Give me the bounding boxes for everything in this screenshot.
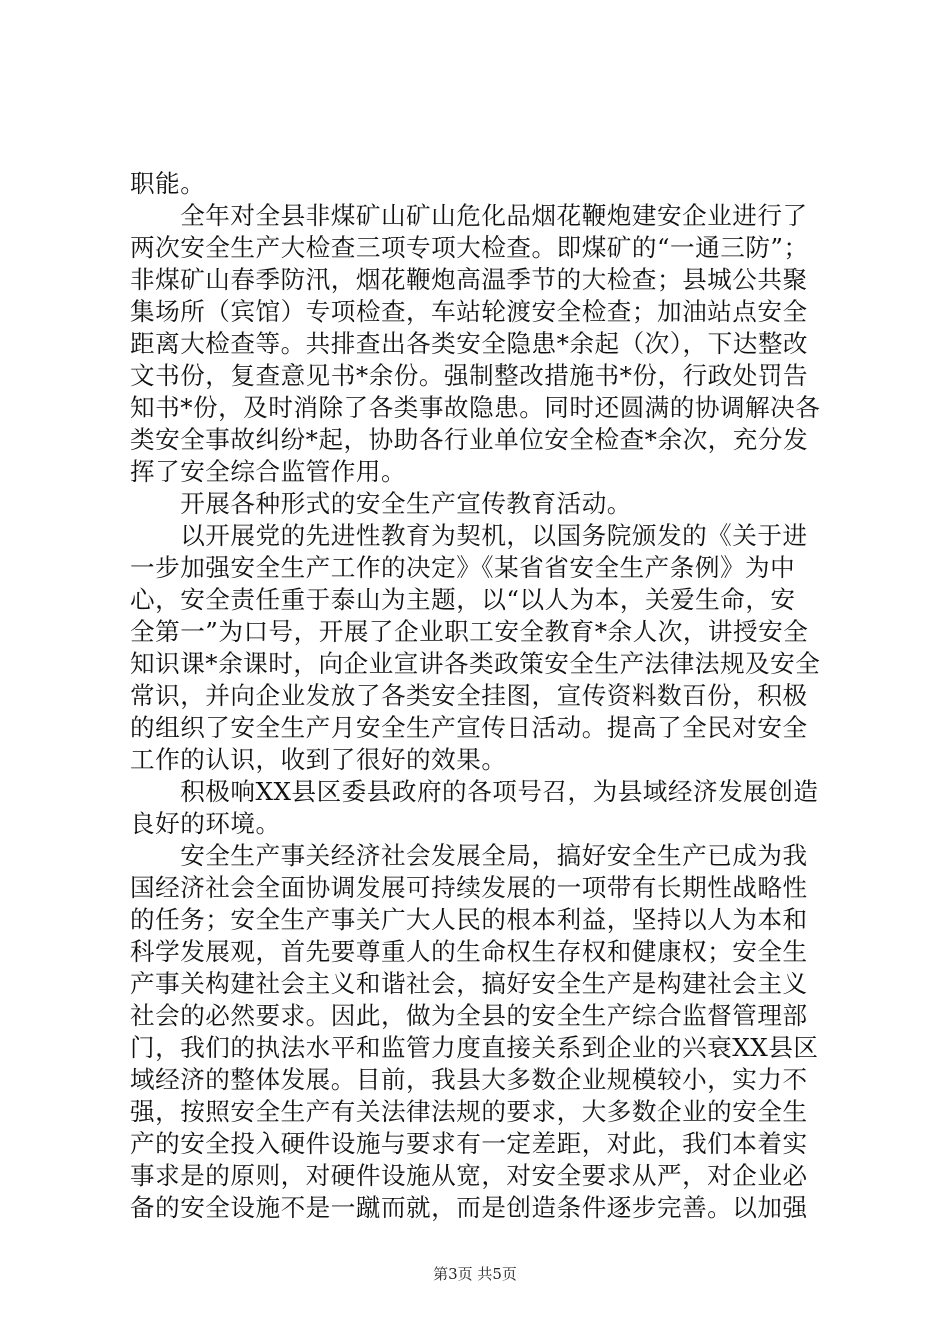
text-line: 门，我们的执法水平和监管力度直接关系到企业的兴衰XX县区: [130, 1033, 819, 1062]
text-line: 职能。: [130, 169, 206, 198]
text-line: 域经济的整体发展。目前，我县大多数企业规模较小，实力不: [130, 1065, 808, 1094]
text-line: 知识课*余课时，向企业宣讲各类政策安全生产法律法规及安全: [130, 649, 821, 678]
text-line: 开展各种形式的安全生产宣传教育活动。: [130, 489, 632, 518]
text-line: 良好的环境。: [130, 809, 281, 838]
text-line: 事求是的原则，对硬件设施从宽，对安全要求从严，对企业必: [130, 1161, 808, 1190]
text-line: 挥了安全综合监管作用。: [130, 457, 407, 486]
text-line: 集场所（宾馆）专项检查，车站轮渡安全检查；加油站点安全: [130, 297, 808, 326]
text-line: 类安全事故纠纷*起，协助各行业单位安全检查*余次，充分发: [130, 425, 809, 454]
page-footer: [0, 1264, 950, 1284]
text-line: 文书份，复查意见书*余份。强制整改措施书*份，行政处罚告: [130, 361, 809, 390]
text-line: 积极响XX县区委县政府的各项号召，为县域经济发展创造: [130, 777, 819, 806]
text-line: 全年对全县非煤矿山矿山危化品烟花鞭炮建安企业进行了: [130, 201, 808, 230]
text-line: 知书*份，及时消除了各类事故隐患。同时还圆满的协调解决各: [130, 393, 821, 422]
text-line: 常识，并向企业发放了各类安全挂图，宣传资料数百份，积极: [130, 681, 808, 710]
text-line: 全第一”为口号，开展了企业职工安全教育*余人次，讲授安全: [130, 617, 809, 646]
text-line: 一步加强安全生产工作的决定》《某省省安全生产条例》为中: [130, 553, 796, 582]
text-line: 距离大检查等。共排查出各类安全隐患*余起（次），下达整改: [130, 329, 809, 358]
text-line: 安全生产事关经济社会发展全局，搞好安全生产已成为我: [130, 841, 808, 870]
text-line: 产的安全投入硬件设施与要求有一定差距，对此，我们本着实: [130, 1129, 808, 1158]
text-line: 工作的认识，收到了很好的效果。: [130, 745, 507, 774]
text-line: 强，按照安全生产有关法律法规的要求，大多数企业的安全生: [130, 1097, 808, 1126]
text-line: 的任务；安全生产事关广大人民的根本利益，坚持以人为本和: [130, 905, 808, 934]
page-number: 第3页 共5页: [433, 1265, 517, 1283]
text-line: 的组织了安全生产月安全生产宣传日活动。提高了全民对安全: [130, 713, 808, 742]
text-line: 社会的必然要求。因此，做为全县的安全生产综合监督管理部: [130, 1001, 808, 1030]
text-line: 两次安全生产大检查三项专项大检查。即煤矿的“一通三防”；: [130, 233, 809, 262]
text-line: 国经济社会全面协调发展可持续发展的一项带有长期性战略性: [130, 873, 808, 902]
text-line: 心，安全责任重于泰山为主题，以“以人为本，关爱生命，安: [130, 585, 796, 614]
text-line: 备的安全设施不是一蹴而就，而是创造条件逐步完善。以加强: [130, 1193, 808, 1222]
text-line: 非煤矿山春季防汛，烟花鞭炮高温季节的大检查；县城公共聚: [130, 265, 808, 294]
text-line: 以开展党的先进性教育为契机，以国务院颁发的《关于进: [130, 521, 808, 550]
text-line: 产事关构建社会主义和谐社会，搞好安全生产是构建社会主义: [130, 969, 808, 998]
body-text: [130, 168, 826, 1224]
text-line: 科学发展观，首先要尊重人的生命权生存权和健康权；安全生: [130, 937, 808, 966]
